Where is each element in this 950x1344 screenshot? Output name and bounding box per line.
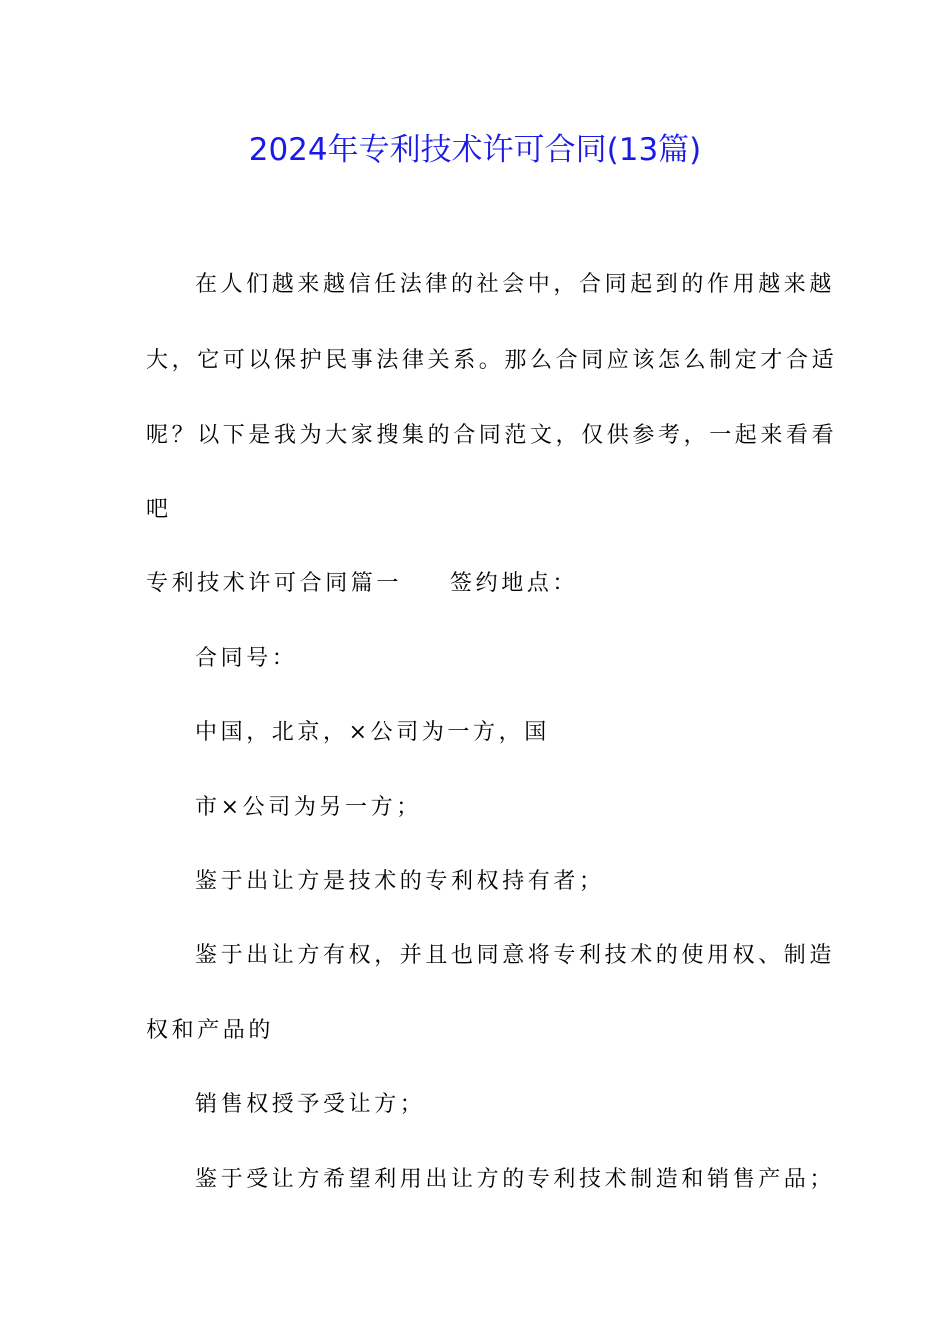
contract-number-line: 合同号：: [195, 646, 298, 671]
section-heading: [146, 569, 578, 599]
document-title: 2024年专利技术许可合同(13篇): [248, 132, 702, 168]
whereas-line-2-cont: 权和产品的: [146, 1018, 275, 1043]
signing-place-label: 签约地点：: [450, 571, 579, 596]
whereas-line-3: 销售权授予受让方；: [195, 1092, 426, 1117]
party-b-line: 市×公司为另一方；: [195, 795, 422, 820]
whereas-line-1: 鉴于出让方是技术的专利权持有者；: [195, 869, 605, 894]
intro-line-2: 大，它可以保护民事法律关系。那么合同应该怎么制定才合适: [146, 348, 838, 373]
intro-line-4: 吧: [146, 497, 172, 522]
party-a-line: 中国，北京，×公司为一方，国: [195, 720, 550, 745]
section-name: 专利技术许可合同篇一: [146, 571, 403, 596]
whereas-line-4: 鉴于受让方希望利用出让方的专利技术制造和销售产品；: [195, 1167, 836, 1192]
intro-line-3: 呢？以下是我为大家搜集的合同范文，仅供参考，一起来看看: [146, 423, 838, 448]
intro-line-1: 在人们越来越信任法律的社会中，合同起到的作用越来越: [195, 272, 836, 297]
whereas-line-2: 鉴于出让方有权，并且也同意将专利技术的使用权、制造: [195, 943, 836, 968]
